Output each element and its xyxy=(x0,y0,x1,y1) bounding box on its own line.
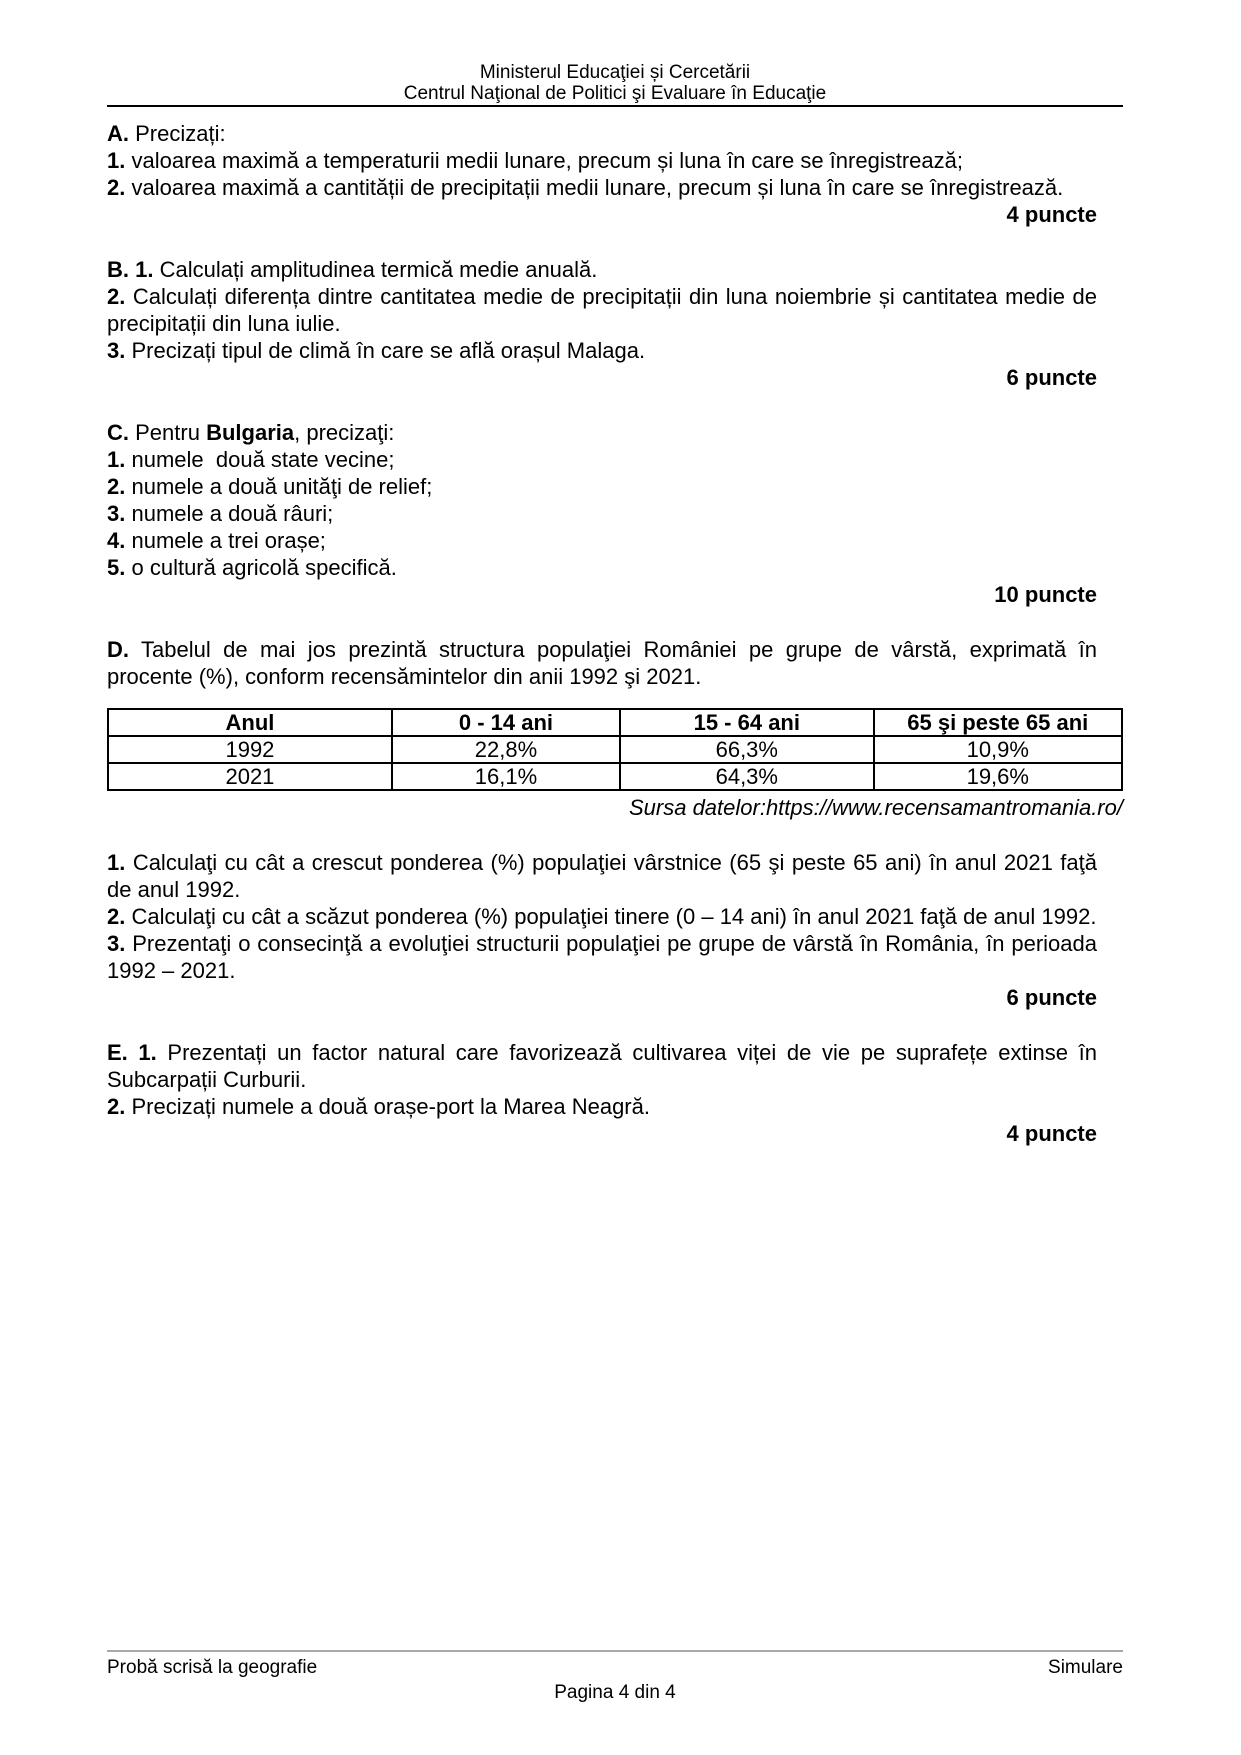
task-marker: 1. xyxy=(107,850,126,875)
task-a-item-1 xyxy=(107,147,1123,174)
task-text: valoarea maximă a cantității de precipitații medii lunare, precum și luna în care se înregistrează. xyxy=(131,175,1064,200)
table-cell: 19,6% xyxy=(874,763,1122,790)
task-text: o cultură agricolă specifică. xyxy=(131,555,397,580)
task-b-item-3 xyxy=(107,337,1123,364)
task-text: Prezentați un factor natural care favorizează cultivarea viței de vie pe suprafețe extinse în Subcarpații Curburii. xyxy=(107,1040,1097,1092)
table-cell: 16,1% xyxy=(392,763,620,790)
task-c-item-3 xyxy=(107,500,1123,527)
table-header-cell: 15 - 64 ani xyxy=(620,709,874,736)
task-text: Prezentaţi o consecinţă a evoluţiei structurii populaţiei pe grupe de vârstă în România, în perioada 1992 – 2021. xyxy=(107,931,1097,983)
task-marker: 4. xyxy=(107,528,126,553)
task-marker: E. 1. xyxy=(107,1040,157,1065)
task-text: Pentru xyxy=(135,420,200,445)
footer-info-row xyxy=(107,1655,1123,1680)
task-marker: 3. xyxy=(107,931,126,956)
table-cell-year: 2021 xyxy=(108,763,392,790)
task-c-intro xyxy=(107,419,1123,446)
page-footer xyxy=(107,1650,1123,1705)
task-a-item-2 xyxy=(107,174,1123,201)
section-e xyxy=(107,1039,1123,1147)
task-text: Precizați tipul de climă în care se află orașul Malaga. xyxy=(131,338,646,363)
table-header-cell: 0 - 14 ani xyxy=(392,709,620,736)
table-row xyxy=(108,763,1122,790)
task-text: Precizați numele a două orașe-port la Marea Neagră. xyxy=(131,1094,650,1119)
footer-exam-name: Probă scrisă la geografie xyxy=(107,1657,318,1678)
task-text: Calculaţi cu cât a crescut ponderea (%) populaţiei vârstnice (65 şi peste 65 ani) în anul 2021 faţă de anul 1992. xyxy=(107,850,1097,902)
ministry-name: Ministerul Educaţiei și Cercetării xyxy=(479,62,751,83)
table-header-row xyxy=(108,709,1122,736)
task-text: Calculați diferența dintre cantitatea medie de precipitații din luna noiembrie și cantitatea medie de precipitații din luna iulie. xyxy=(107,284,1097,336)
task-c-item-4 xyxy=(107,527,1123,554)
task-d-question-3 xyxy=(107,930,1123,984)
task-d-question-1 xyxy=(107,849,1123,903)
points-label-d: 6 puncte xyxy=(1006,985,1097,1010)
table-cell: 66,3% xyxy=(620,736,874,763)
section-d-questions xyxy=(107,849,1123,984)
country-name: Bulgaria xyxy=(206,420,295,445)
table-header-cell: 65 şi peste 65 ani xyxy=(874,709,1122,736)
task-marker: A. xyxy=(107,121,129,146)
task-c-item-5 xyxy=(107,554,1123,581)
task-d-intro xyxy=(107,636,1123,690)
task-marker: 2. xyxy=(107,284,126,309)
task-marker: 2. xyxy=(107,474,126,499)
points-label-e: 4 puncte xyxy=(1006,1121,1097,1146)
task-marker: 3. xyxy=(107,338,126,363)
task-marker: 1. xyxy=(107,148,126,173)
task-c-item-2 xyxy=(107,473,1123,500)
page-header xyxy=(0,0,1241,104)
task-marker: 2. xyxy=(107,1094,126,1119)
task-text: numele două state vecine; xyxy=(131,447,395,472)
task-text: Calculați amplitudinea termică medie anuală. xyxy=(159,257,598,282)
task-marker: C. xyxy=(107,420,129,445)
task-text: valoarea maximă a temperaturii medii lunare, precum și luna în care se înregistrează; xyxy=(131,148,963,173)
table-row xyxy=(108,736,1122,763)
table-cell: 64,3% xyxy=(620,763,874,790)
task-text: numele a două râuri; xyxy=(131,501,334,526)
task-e-item-2 xyxy=(107,1093,1123,1120)
task-marker: 2. xyxy=(107,904,126,929)
task-text: numele a două unităţi de relief; xyxy=(131,474,433,499)
national-center-name: Centrul Naţional de Politici şi Evaluare în Educaţie xyxy=(403,83,827,104)
document-body xyxy=(0,107,1241,1147)
task-text: Calculaţi cu cât a scăzut ponderea (%) populaţiei tinere (0 – 14 ani) în anul 2021 faţă de anul 1992. xyxy=(131,904,1097,929)
task-d-question-2 xyxy=(107,903,1123,930)
footer-session-label: Simulare xyxy=(1048,1657,1123,1678)
points-label-b: 6 puncte xyxy=(1006,365,1097,390)
task-c-item-1 xyxy=(107,446,1123,473)
section-d xyxy=(107,636,1123,1011)
section-a xyxy=(107,120,1123,228)
points-label-c: 10 puncte xyxy=(994,582,1097,607)
task-e-item-1 xyxy=(107,1039,1123,1093)
task-marker: 1. xyxy=(107,447,126,472)
table-cell: 22,8% xyxy=(392,736,620,763)
task-text: numele a trei orașe; xyxy=(131,528,326,553)
population-structure-table xyxy=(107,708,1123,791)
task-text: Tabelul de mai jos prezintă structura populaţiei României pe grupe de vârstă, exprimată în procente (%), conform recensămintelor din anii 1992 şi 2021. xyxy=(107,637,1097,689)
task-a-intro xyxy=(107,120,1123,147)
footer-page-number: Pagina 4 din 4 xyxy=(554,1682,676,1703)
task-marker: 3. xyxy=(107,501,126,526)
table-header-cell: Anul xyxy=(108,709,392,736)
task-marker: 2. xyxy=(107,175,126,200)
points-label-a: 4 puncte xyxy=(1006,202,1097,227)
data-source-note: Sursa datelor:https://www.recensamantromania.ro/ xyxy=(628,795,1123,820)
task-marker: B. 1. xyxy=(107,257,154,282)
task-text: Precizați: xyxy=(135,121,226,146)
table-cell: 10,9% xyxy=(874,736,1122,763)
task-marker: 5. xyxy=(107,555,126,580)
task-b-item-1 xyxy=(107,256,1123,283)
task-b-item-2 xyxy=(107,283,1123,337)
task-marker: D. xyxy=(107,637,129,662)
table-cell-year: 1992 xyxy=(108,736,392,763)
section-c xyxy=(107,419,1123,608)
section-b xyxy=(107,256,1123,391)
footer-divider xyxy=(107,1650,1123,1652)
task-text: , precizaţi: xyxy=(294,420,395,445)
